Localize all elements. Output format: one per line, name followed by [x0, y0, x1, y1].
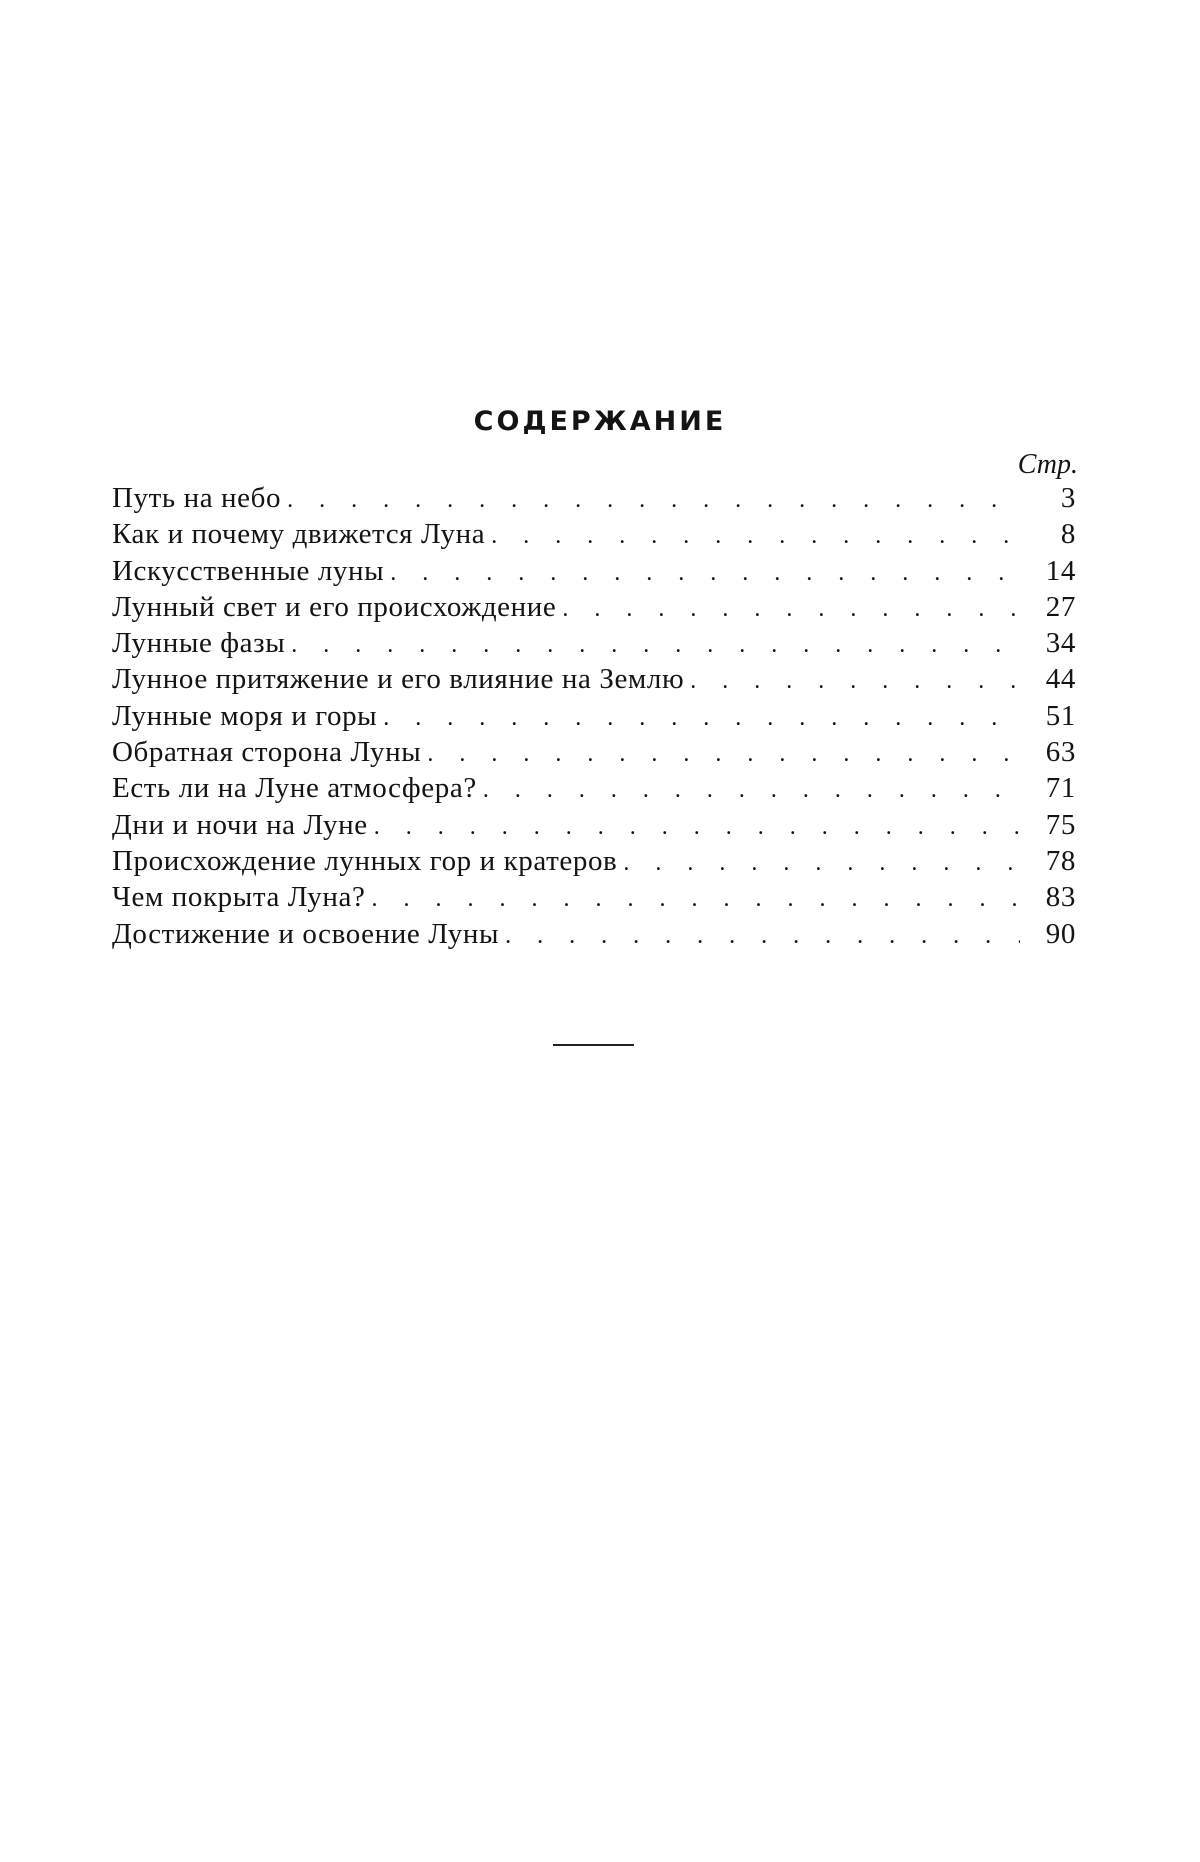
toc-entry-title: Путь на небо [112, 482, 282, 514]
toc-entry-page: 63 [1045, 736, 1076, 769]
toc-entry-title: Лунное притяжение и его влияние на Землю [112, 663, 685, 696]
toc-entry-page: 90 [1045, 917, 1076, 950]
toc-entry-title: Как и почему движется Луна [112, 518, 486, 551]
toc-entry[interactable] [112, 807, 1076, 843]
dot-leader [491, 518, 1020, 554]
dot-leader [371, 881, 1020, 917]
toc-entry-page: 14 [1045, 554, 1076, 587]
toc-entry-title: Лунные фазы [112, 627, 286, 660]
dot-leader [562, 591, 1020, 627]
toc-entry-page: 83 [1045, 881, 1076, 914]
toc-entry-title: Лунный свет и его происхождение [112, 590, 557, 623]
toc-entry[interactable] [112, 589, 1076, 625]
toc-entry-title: Чем покрыта Луна? [112, 881, 366, 914]
toc-entry[interactable] [112, 734, 1076, 770]
dot-leader [374, 809, 1020, 845]
toc-entry-page: 71 [1045, 772, 1076, 805]
dot-leader [383, 700, 1020, 736]
page-column-label: Стр. [1017, 449, 1078, 480]
toc-entry-page: 75 [1045, 808, 1076, 841]
toc-entry-page: 44 [1045, 663, 1076, 696]
toc-entry[interactable] [112, 480, 1076, 516]
dot-leader [623, 845, 1020, 881]
toc-entry-page: 34 [1045, 627, 1076, 660]
toc-entry-title: Искусственные луны [112, 554, 385, 587]
toc-entry-title: Обратная сторона Луны [112, 736, 422, 769]
dot-leader [690, 663, 1020, 699]
toc-entry-page: 8 [1060, 518, 1076, 551]
end-rule-divider [553, 1044, 634, 1046]
toc-entry[interactable] [112, 625, 1076, 661]
table-of-contents [112, 480, 1076, 952]
toc-entry-page: 27 [1045, 590, 1076, 623]
toc-entry[interactable] [112, 698, 1076, 734]
toc-entry-title: Происхождение лунных гор и кратеров [112, 844, 618, 877]
dot-leader [390, 555, 1020, 591]
dot-leader [505, 918, 1020, 954]
dot-leader [291, 627, 1020, 663]
toc-entry[interactable] [112, 553, 1076, 589]
toc-entry[interactable] [112, 916, 1076, 952]
toc-entry-page: 78 [1045, 844, 1076, 877]
toc-entry[interactable] [112, 661, 1076, 697]
dot-leader [287, 482, 1020, 518]
toc-entry[interactable] [112, 516, 1076, 552]
dot-leader [483, 772, 1020, 808]
toc-entry[interactable] [112, 843, 1076, 879]
toc-entry[interactable] [112, 879, 1076, 915]
toc-entry-title: Есть ли на Луне атмосфера? [112, 772, 477, 805]
toc-entry-page: 51 [1045, 699, 1076, 732]
toc-entry[interactable] [112, 770, 1076, 806]
contents-heading: СОДЕРЖАНИЕ [473, 406, 727, 437]
dot-leader [427, 736, 1020, 772]
toc-entry-title: Достижение и освоение Луны [112, 917, 500, 950]
toc-entry-title: Лунные моря и горы [112, 699, 378, 732]
toc-entry-page: 3 [1060, 482, 1076, 514]
toc-entry-title: Дни и ночи на Луне [112, 808, 368, 841]
